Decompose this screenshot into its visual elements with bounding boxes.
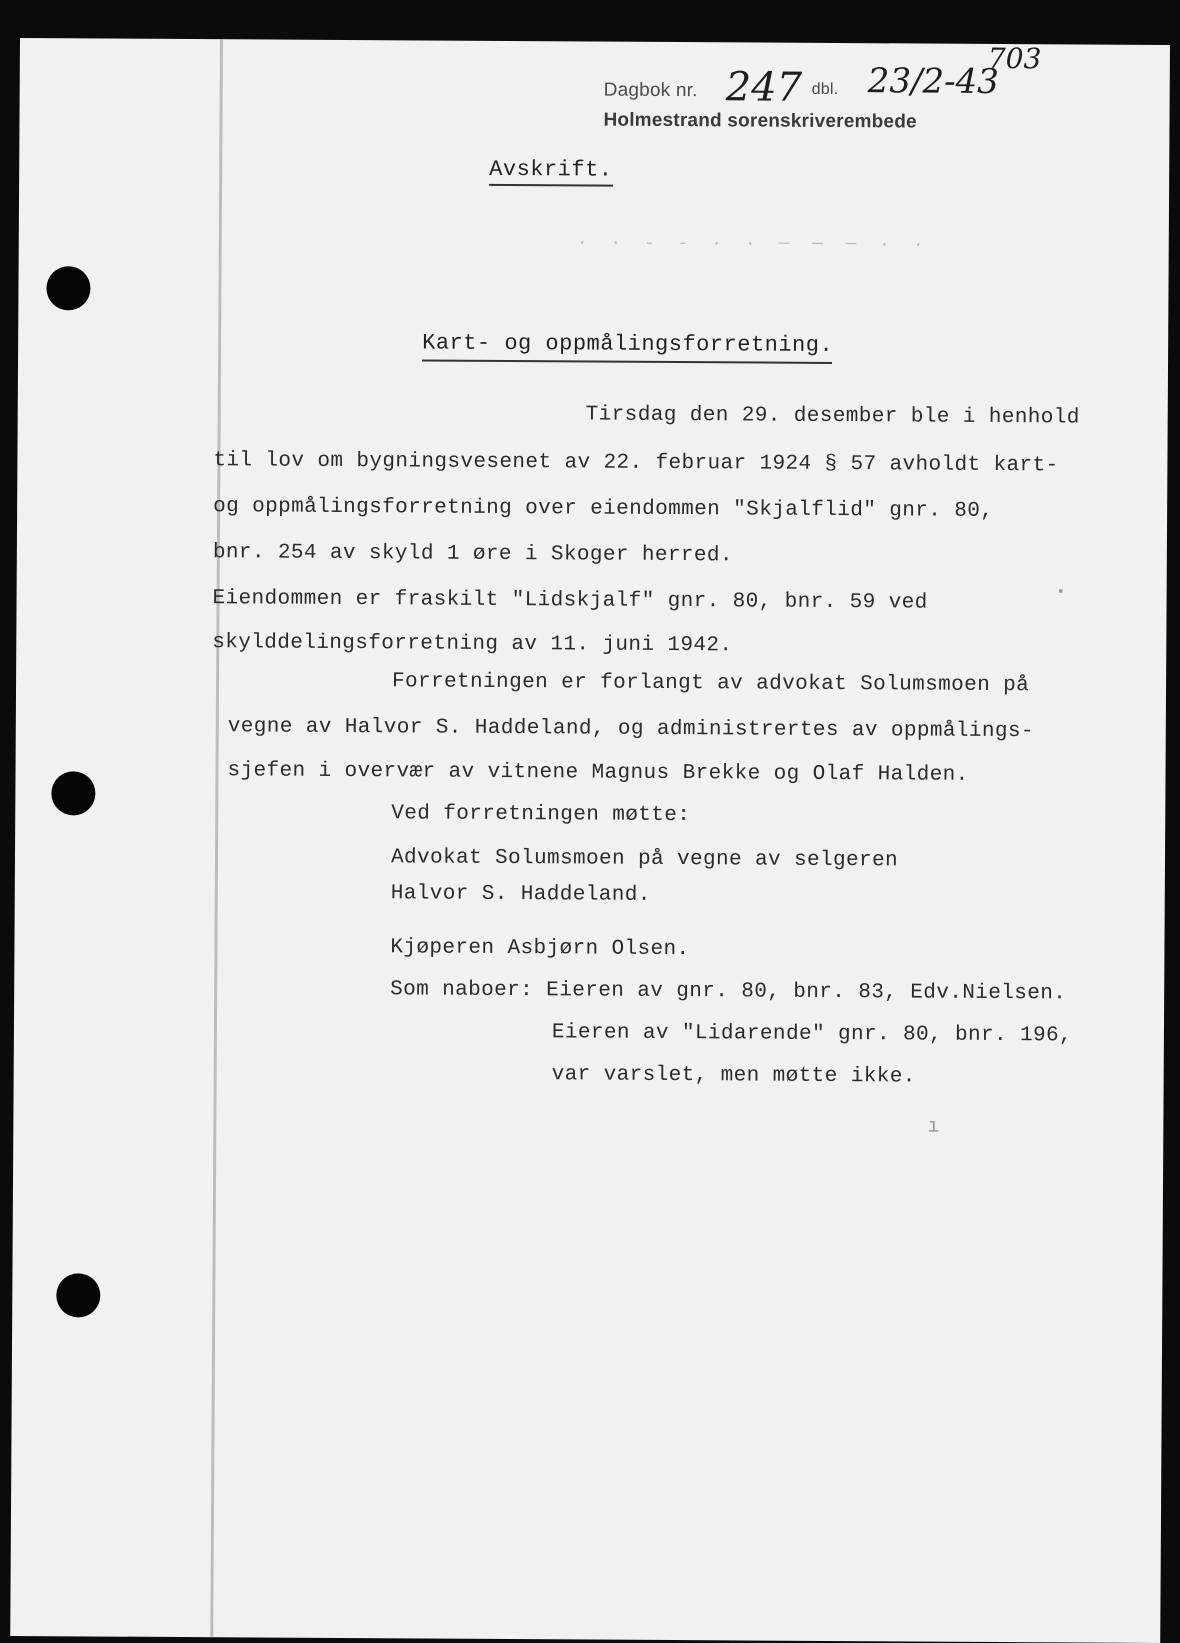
body-line-16: var varslet, men møtte ikke. [551,1063,916,1089]
faint-bleedthrough: · · - - · · ─ ─ ─ · · [576,233,930,256]
body-line-5: Eiendommen er fraskilt "Lidskjalf" gnr. 80, bnr. 59 ved [212,587,928,615]
body-line-11: Advokat Solumsmoen på vegne av selgeren [390,846,899,873]
body-line-15: Eieren av "Lidarende" gnr. 80, bnr. 196, [551,1021,1073,1048]
body-line-1: Tirsdag den 29. desember ble i henhold [585,403,1080,430]
copy-heading: Avskrift. [489,156,613,183]
body-line-2: til lov om bygningsvesenet av 22. februar 1924 § 57 avholdt kart- [213,449,1059,478]
office-name: Holmestrand sorenskriverembede [603,109,917,133]
punch-hole-middle [51,771,95,815]
body-line-9: sjefen i overvær av vitnene Magnus Brekke og Olaf Halden. [227,759,969,787]
punch-hole-top [46,266,90,310]
body-line-10: Ved forretningen møtte: [391,802,691,828]
dbl-label: dbl. [811,80,839,98]
folio-number: 703 [987,41,1042,76]
dagbok-label: Dagbok nr. [603,79,698,102]
punch-hole-bottom [56,1273,100,1317]
pencil-mark: ı [927,1115,940,1139]
body-line-3: og oppmålingsforretning over eiendommen "Skjalflid" gnr. 80, [213,495,994,523]
copy-heading-underline [489,184,613,187]
stamp-date: 23/2-43 [867,61,999,102]
body-line-8: vegne av Halvor S. Haddeland, og administrertes av oppmålings- [227,715,1034,744]
body-line-4: bnr. 254 av skyld 1 øre i Skoger herred. [212,541,734,568]
body-line-7: Forretningen er forlangt av advokat Solumsmoen på [392,670,1030,698]
ink-mark: ▪ [1056,584,1066,601]
body-line-6: skylddelingsforretning av 11. juni 1942. [212,631,733,658]
body-line-13: Kjøperen Asbjørn Olsen. [390,936,690,962]
document-title: Kart- og oppmålingsforretning. [422,330,834,358]
body-line-14: Som naboer: Eieren av gnr. 80, bnr. 83, Edv.Nielsen. [390,978,1067,1006]
document-title-underline [422,359,832,364]
document-page [10,38,1170,1643]
margin-line [210,39,223,1637]
dagbok-number: 247 [725,64,803,111]
body-line-12: Halvor S. Haddeland. [390,882,651,907]
